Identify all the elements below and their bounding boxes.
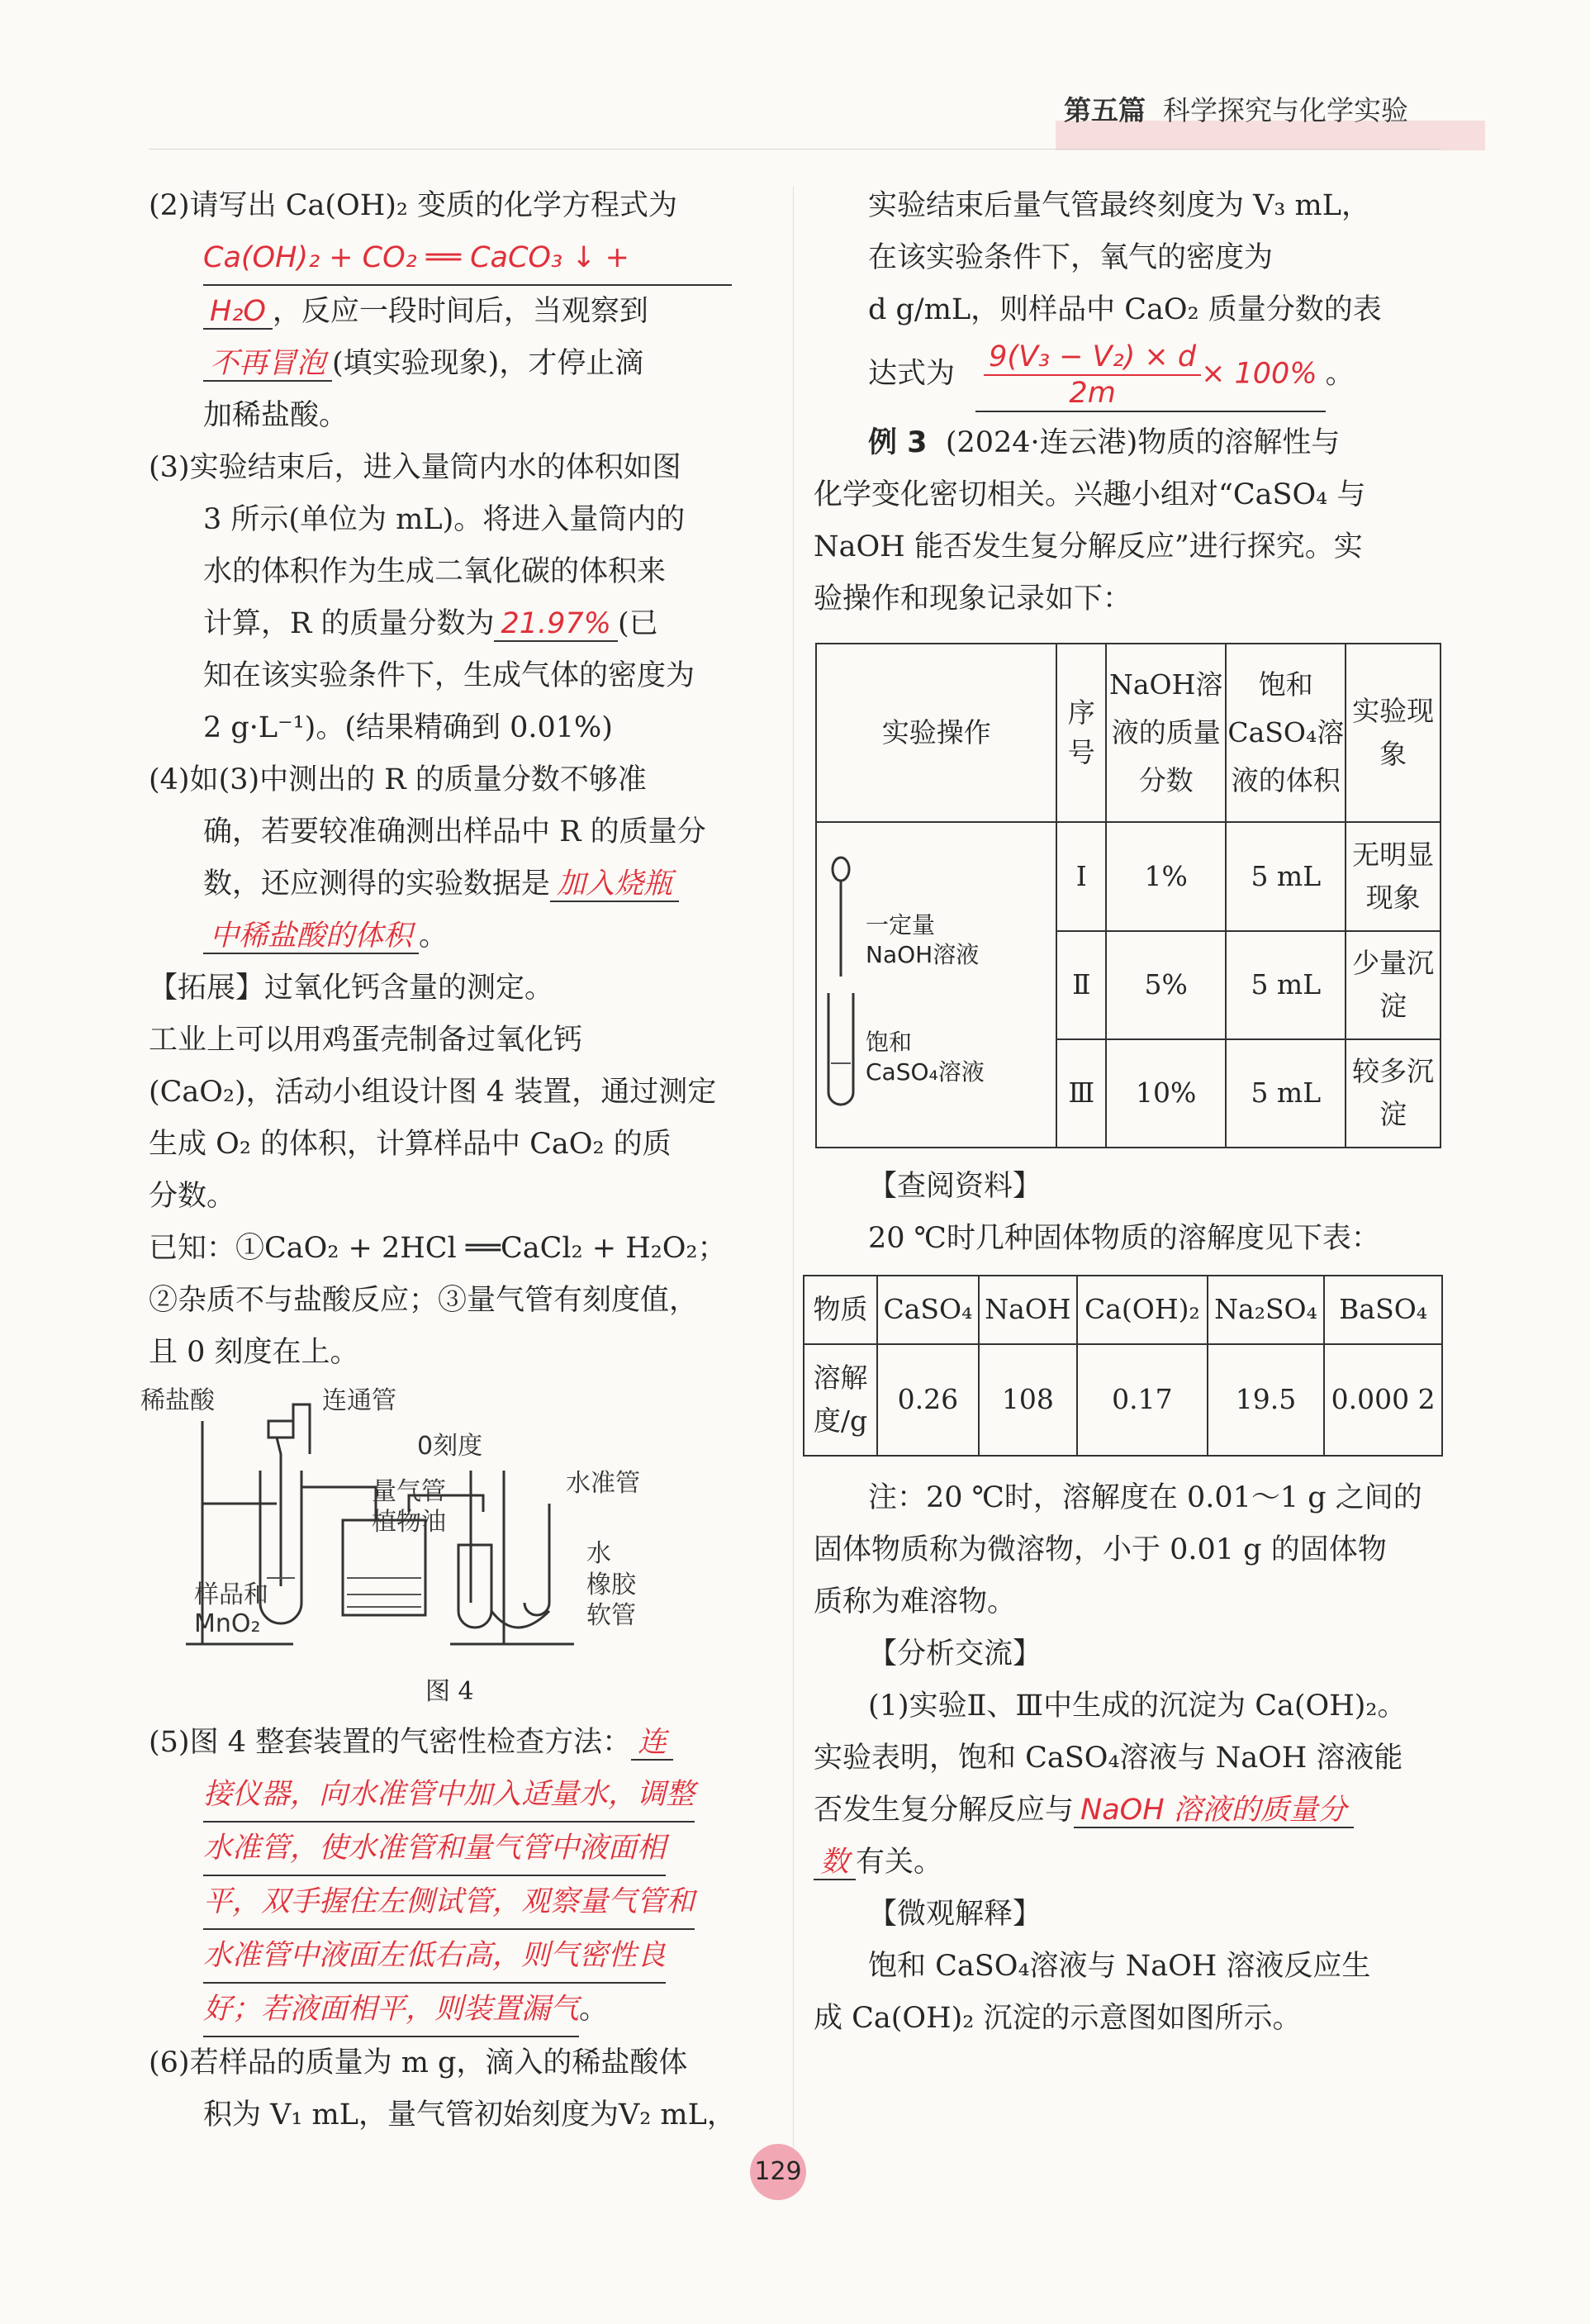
t1-header-row xyxy=(816,644,1440,822)
t1-r1-no: Ⅰ xyxy=(1056,822,1106,930)
dropper-tube-figure xyxy=(824,853,866,1117)
t2-r-2: 108 xyxy=(979,1344,1077,1456)
q5-line4 xyxy=(149,1876,743,1930)
dropping-funnel xyxy=(268,1421,293,1438)
q4-end: 。 xyxy=(419,920,449,953)
known-line3: 且 0 刻度在上。 xyxy=(149,1336,359,1369)
t1-r1-vol: 5 mL xyxy=(1226,822,1346,930)
q5-answer-1: 连 xyxy=(631,1726,673,1761)
fig4-label-mno2: MnO₂ xyxy=(194,1609,261,1638)
micro-title: 【微观解释】 xyxy=(868,1898,1042,1931)
t2-value-row xyxy=(804,1344,1442,1456)
q2-equation-part2: H₂O xyxy=(203,295,273,330)
fig4-label-sample: 样品和 xyxy=(194,1580,268,1609)
q5-answer-2: 接仪器，向水准管中加入适量水，调整 xyxy=(203,1769,695,1823)
extension-title: 【拓展】过氧化钙含量的测定。 xyxy=(149,972,554,1005)
q6-percent: × 100% xyxy=(1201,357,1317,391)
q6-numerator: 9(V₃ − V₂) × d xyxy=(984,340,1201,376)
q2-line3 xyxy=(149,286,743,338)
t1-r3-pct: 10% xyxy=(1106,1039,1226,1148)
t1-label-saturated: 饱和 xyxy=(866,1029,913,1057)
q6-line2: 积为 V₁ mL，量气管初始刻度为V₂ mL， xyxy=(203,2098,736,2132)
left-column-lower xyxy=(149,1717,743,2141)
ext-line4: 分数。 xyxy=(149,1180,236,1213)
q2-answer: 不再冒泡 xyxy=(203,347,332,382)
right-column-lower xyxy=(814,1472,1441,2045)
figure-4-caption: 图 4 xyxy=(425,1677,474,1706)
t1-h-caso4: 饱和CaSO₄溶液的体积 xyxy=(1226,644,1346,822)
t1-h-operation: 实验操作 xyxy=(816,644,1056,822)
note-line2: 固体物质称为微溶物，小于 0.01 g 的固体物 xyxy=(814,1533,1387,1566)
analysis-line1: (1)实验Ⅱ、Ⅲ中生成的沉淀为 Ca(OH)₂。 xyxy=(868,1690,1407,1723)
t1-r3-obs: 较多沉淀 xyxy=(1346,1039,1440,1148)
analysis-answer-2: 数 xyxy=(814,1846,856,1880)
t1-h-naoh: NaOH溶液的质量分数 xyxy=(1106,644,1226,822)
t2-h-2: NaOH xyxy=(979,1276,1077,1344)
known-line2: ②杂质不与盐酸反应；③量气管有刻度值， xyxy=(149,1284,699,1317)
fig4-label-rubber: 橡胶 xyxy=(586,1571,636,1599)
ext-line3: 生成 O₂ 的体积，计算样品中 CaO₂ 的质 xyxy=(149,1128,672,1161)
t1-r2-obs: 少量沉淀 xyxy=(1346,931,1440,1039)
q4-line2: 确，若要较准确测出样品中 R 的质量分 xyxy=(203,815,706,848)
q6-text-f: 达式为 xyxy=(868,357,956,391)
column-divider xyxy=(793,186,794,2160)
analysis-answer-1: NaOH 溶液的质量分 xyxy=(1074,1794,1354,1828)
t2-h-5: BaSO₄ xyxy=(1324,1276,1442,1344)
analysis-line4 xyxy=(814,1837,1441,1889)
burette-bulb xyxy=(458,1545,491,1628)
analysis-text-d: 有关。 xyxy=(856,1846,943,1879)
q5-answer-6: 好；若液面相平，则装置漏气 xyxy=(203,1984,579,2037)
ex3-line3: NaOH 能否发生复分解反应”进行探究。实 xyxy=(814,530,1363,563)
ex3-line4: 验操作和现象记录如下： xyxy=(814,582,1132,615)
t2-h-4: Na₂SO₄ xyxy=(1208,1276,1324,1344)
ex3-text-a: (2024·连云港)物质的溶解性与 xyxy=(945,426,1341,459)
t1-r3-no: Ⅲ xyxy=(1056,1039,1106,1148)
header-part: 第五篇 xyxy=(1064,94,1146,126)
q6-line4: 在该实验条件下，氧气的密度为 xyxy=(868,241,1274,274)
ext-line1: 工业上可以用鸡蛋壳制备过氧化钙 xyxy=(149,1024,583,1057)
q5-answer-3: 水准管，使水准管和量气管中液面相 xyxy=(203,1823,666,1876)
micro-line1: 饱和 CaSO₄溶液与 NaOH 溶液反应生 xyxy=(868,1950,1371,1983)
q3-line2: 3 所示(单位为 mL)。将进入量筒内的 xyxy=(203,503,686,536)
test-tube xyxy=(828,993,853,1105)
fig4-label-hcl: 稀盐酸 xyxy=(140,1386,215,1415)
ex3-line1 xyxy=(814,417,1441,469)
q3-line1: (3)实验结束后，进入量筒内水的体积如图 xyxy=(149,451,681,484)
q3-line3: 水的体积作为生成二氧化碳的体积来 xyxy=(203,555,667,588)
q4-answer-part2: 中稀盐酸的体积 xyxy=(203,920,419,954)
t1-row-1 xyxy=(816,822,1440,930)
t2-header-row xyxy=(804,1276,1442,1344)
t1-h-number: 序号 xyxy=(1056,644,1106,822)
fig4-label-hose: 软管 xyxy=(586,1601,636,1630)
t1-r2-pct: 5% xyxy=(1106,931,1226,1039)
header-rule xyxy=(149,149,1441,150)
q2-line4 xyxy=(149,338,743,390)
t1-label-naoh: NaOH溶液 xyxy=(866,941,980,969)
fig4-label-water: 水 xyxy=(586,1539,611,1568)
fig4-label-level-tube: 水准管 xyxy=(566,1469,640,1498)
t1-r2-no: Ⅱ xyxy=(1056,931,1106,1039)
q4-line4 xyxy=(149,910,743,962)
q5-line6 xyxy=(149,1984,743,2037)
t2-r-5: 0.000 2 xyxy=(1324,1344,1442,1456)
fig4-label-connecting-tube: 连通管 xyxy=(322,1386,396,1415)
analysis-text-c: 否发生复分解反应与 xyxy=(814,1794,1075,1827)
q3-text-e: (已 xyxy=(617,607,658,640)
funnel-stem xyxy=(277,1438,281,1586)
known-line1: 已知：①CaO₂ + 2HCl ══CaCl₂ + H₂O₂； xyxy=(149,1232,727,1265)
q2-equation-part1: Ca(OH)₂ + CO₂ ══ CaCO₃ ↓ + xyxy=(203,232,732,286)
reference-title: 【查阅资料】 xyxy=(868,1170,1042,1203)
q4-answer-part1: 加入烧瓶 xyxy=(550,867,679,902)
ext-line2: (CaO₂)，活动小组设计图 4 装置，通过测定 xyxy=(149,1076,717,1109)
page-number: 129 xyxy=(750,2144,806,2200)
right-column-mid xyxy=(814,1161,1441,1265)
level-tube xyxy=(524,1504,549,1615)
q3-text-d: 计算，R 的质量分数为 xyxy=(203,607,495,640)
t1-operation-figure xyxy=(816,822,1056,1148)
t2-h-0: 物质 xyxy=(804,1276,877,1344)
q2-text-c: (填实验现象)，才停止滴 xyxy=(332,347,644,380)
q5-line3 xyxy=(149,1823,743,1876)
connecting-tube xyxy=(293,1404,310,1454)
q5-line5 xyxy=(149,1930,743,1984)
q5-line1 xyxy=(149,1717,743,1769)
q5-line2 xyxy=(149,1769,743,1823)
q6-fraction xyxy=(984,340,1201,411)
running-header xyxy=(1064,89,1408,128)
q6-line5: d g/mL，则样品中 CaO₂ 质量分数的表 xyxy=(868,293,1382,326)
note-line1: 注：20 ℃时，溶解度在 0.01～1 g 之间的 xyxy=(868,1481,1422,1514)
q2-text-b: ，反应一段时间后，当观察到 xyxy=(272,295,648,328)
t1-r1-obs: 无明显现象 xyxy=(1346,822,1440,930)
header-title: 科学探究与化学实验 xyxy=(1162,94,1408,126)
q6-line3: 实验结束后量气管最终刻度为 V₃ mL， xyxy=(868,189,1370,222)
t1-h-observation: 实验现象 xyxy=(1346,644,1440,822)
q2-line1: (2)请写出 Ca(OH)₂ 变质的化学方程式为 xyxy=(149,189,678,222)
q3-line5: 知在该实验条件下，生成气体的密度为 xyxy=(203,659,695,692)
right-column xyxy=(814,180,1441,625)
q6-line1: (6)若样品的质量为 m g，滴入的稀盐酸体 xyxy=(149,2046,688,2079)
t1-label-caso4: CaSO₄溶液 xyxy=(866,1058,985,1086)
ex3-line2: 化学变化密切相关。兴趣小组对“CaSO₄ 与 xyxy=(814,478,1366,511)
q6-line6 xyxy=(814,340,1441,412)
q3-answer: 21.97% xyxy=(494,607,617,642)
analysis-title: 【分析交流】 xyxy=(868,1637,1042,1671)
t1-r2-vol: 5 mL xyxy=(1226,931,1346,1039)
figure-4-apparatus xyxy=(140,1386,706,1661)
q6-end: 。 xyxy=(1325,357,1355,391)
q3-line6: 2 g·L⁻¹)。(结果精确到 0.01%) xyxy=(203,711,613,744)
q2-line2 xyxy=(149,232,743,286)
q4-line3 xyxy=(149,858,743,910)
q5-end: 。 xyxy=(579,1993,609,2026)
fig4-label-oil: 植物油 xyxy=(372,1508,446,1537)
q6-denominator: 2m xyxy=(1069,377,1116,410)
q5-answer-4: 平，双手握住左侧试管，观察量气管和 xyxy=(203,1876,695,1930)
t2-r-4: 19.5 xyxy=(1208,1344,1324,1456)
q4-line1: (4)如(3)中测出的 R 的质量分数不够准 xyxy=(149,763,647,796)
t2-r-0: 溶解度/g xyxy=(804,1344,877,1456)
dropper-bulb xyxy=(833,858,849,881)
analysis-line3 xyxy=(814,1785,1441,1837)
q4-text-c: 数，还应测得的实验数据是 xyxy=(203,867,551,901)
t1-r3-vol: 5 mL xyxy=(1226,1039,1346,1148)
example-3-label: 例 3 xyxy=(868,426,928,459)
t2-r-1: 0.26 xyxy=(877,1344,979,1456)
experiment-table xyxy=(815,643,1441,1148)
note-line3: 质称为难溶物。 xyxy=(814,1585,1017,1618)
q2-line5: 加稀盐酸。 xyxy=(203,399,349,432)
fig4-label-zero: 0刻度 xyxy=(417,1432,483,1461)
solubility-table xyxy=(803,1275,1443,1457)
q5-text-a: (5)图 4 整套装置的气密性检查方法： xyxy=(149,1726,632,1759)
delivery-tube xyxy=(301,1487,376,1520)
t1-label-amount: 一定量 xyxy=(866,911,936,939)
q5-answer-5: 水准管中液面左低右高，则气密性良 xyxy=(203,1930,666,1984)
t2-h-1: CaSO₄ xyxy=(877,1276,979,1344)
fig4-label-burette: 量气管 xyxy=(372,1477,446,1506)
t2-h-3: Ca(OH)₂ xyxy=(1077,1276,1208,1344)
micro-line2: 成 Ca(OH)₂ 沉淀的示意图如图所示。 xyxy=(814,2002,1302,2035)
analysis-line2: 实验表明，饱和 CaSO₄溶液与 NaOH 溶液能 xyxy=(814,1742,1403,1775)
t2-r-3: 0.17 xyxy=(1077,1344,1208,1456)
reference-line: 20 ℃时几种固体物质的溶解度见下表： xyxy=(868,1222,1380,1255)
t1-r1-pct: 1% xyxy=(1106,822,1226,930)
q6-answer xyxy=(975,340,1325,412)
left-column xyxy=(149,180,743,1379)
q3-line4 xyxy=(149,598,743,650)
